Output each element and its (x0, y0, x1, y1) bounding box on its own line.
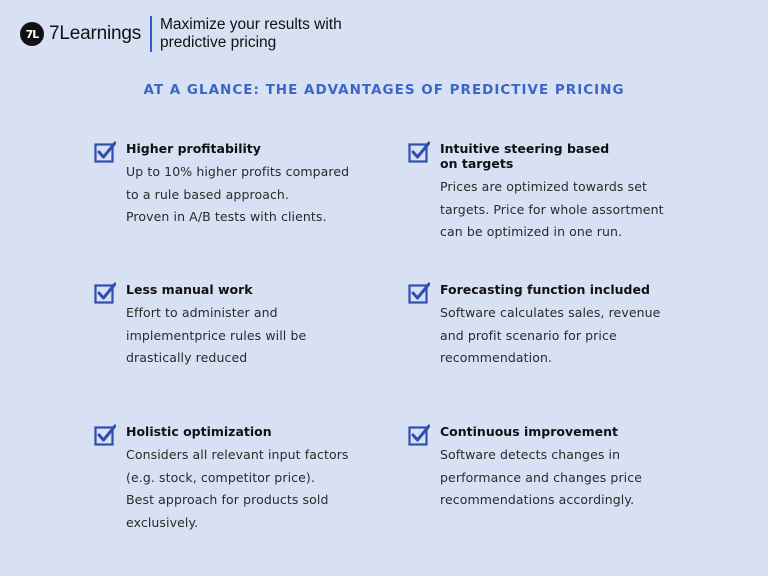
benefit-description: Software calculates sales, revenue and profit scenario for price recommendation. (440, 305, 661, 365)
benefit-title: Continuous improvement (440, 424, 619, 439)
section-title: AT A GLANCE: THE ADVANTAGES OF PREDICTIVE PRICING (143, 82, 625, 98)
benefit-description: Prices are optimized towards set targets. Price for whole assortment can be optimized in one run. (440, 179, 664, 239)
header-divider (150, 16, 152, 52)
checkbox-checked-icon (94, 282, 116, 304)
benefit-description: Up to 10% higher profits compared to a rule based approach. Proven in A/B tests with clients. (126, 164, 350, 224)
checkbox-checked-icon (94, 424, 116, 446)
benefit-description: Software detects changes in performance and changes price recommendations accordingly. (440, 447, 643, 507)
benefit-title: Holistic optimization (126, 424, 272, 439)
checkbox-checked-icon (408, 141, 430, 163)
logo-text: 7Learnings (49, 23, 142, 44)
benefit-title: Less manual work (126, 282, 253, 297)
benefit-title: Intuitive steering based on targets (440, 141, 610, 171)
checkbox-checked-icon (94, 141, 116, 163)
benefit-description: Considers all relevant input factors (e.g. stock, competitor price). Best approach for products sold exclusively. (126, 447, 349, 530)
logo (20, 22, 141, 46)
benefit-title: Higher profitability (126, 141, 261, 156)
benefit-title: Forecasting function included (440, 282, 650, 297)
checkbox-checked-icon (408, 282, 430, 304)
tagline-line-1: Maximize your results with (160, 16, 342, 33)
logo-mark: 7L (20, 22, 44, 46)
tagline-line-2: predictive pricing (160, 34, 277, 51)
tagline (160, 16, 342, 52)
checkbox-checked-icon (408, 424, 430, 446)
benefit-description: Effort to administer and implementprice rules will be drastically reduced (126, 305, 307, 365)
